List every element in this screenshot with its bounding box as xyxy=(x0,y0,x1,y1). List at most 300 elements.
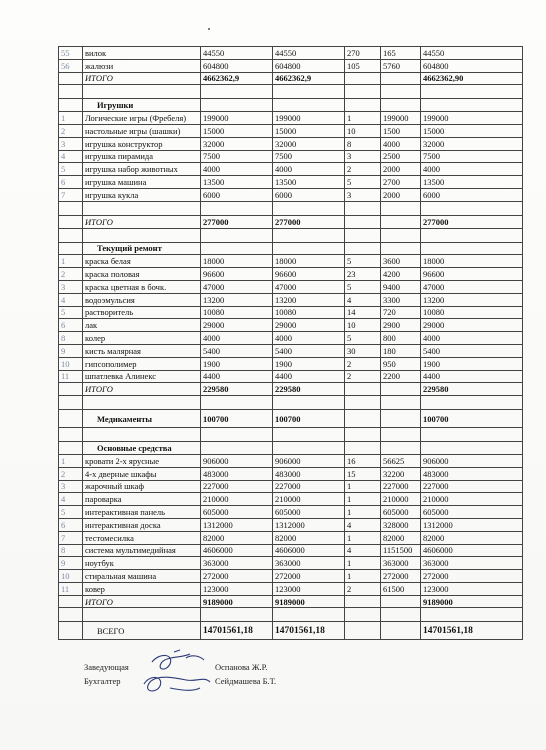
amount-1-cell: 13500 xyxy=(201,176,273,189)
row-number-cell xyxy=(59,428,83,442)
amount-total-cell: 4000 xyxy=(421,332,523,345)
unit-price-cell: 32200 xyxy=(381,467,421,480)
amount-total-cell: 96600 xyxy=(421,268,523,281)
unit-price-cell xyxy=(381,215,421,228)
amount-2-cell xyxy=(273,442,345,455)
amount-1-cell: 7500 xyxy=(201,150,273,163)
amount-total-cell: 9189000 xyxy=(421,595,523,608)
table-row xyxy=(59,124,523,137)
amount-2-cell xyxy=(273,99,345,112)
table-row xyxy=(59,442,523,455)
amount-1-cell: 483000 xyxy=(201,467,273,480)
amount-2-cell: 272000 xyxy=(273,570,345,583)
amount-1-cell: 277000 xyxy=(201,215,273,228)
quantity-cell xyxy=(345,99,381,112)
quantity-cell: 30 xyxy=(345,344,381,357)
table-row xyxy=(59,480,523,493)
head-name: Оспанова Ж.Р. xyxy=(215,662,268,672)
table-row xyxy=(59,99,523,112)
amount-1-cell: 605000 xyxy=(201,506,273,519)
amount-total-cell: 4606000 xyxy=(421,544,523,557)
table-row xyxy=(59,493,523,506)
quantity-cell: 8 xyxy=(345,137,381,150)
unit-price-cell: 227000 xyxy=(381,480,421,493)
amount-1-cell: 363000 xyxy=(201,557,273,570)
quantity-cell: 4 xyxy=(345,544,381,557)
unit-price-cell xyxy=(381,228,421,242)
table-body xyxy=(59,47,523,640)
amount-total-cell: 4400 xyxy=(421,370,523,383)
quantity-cell: 2 xyxy=(345,163,381,176)
amount-2-cell: 1900 xyxy=(273,357,345,370)
table-row xyxy=(59,201,523,215)
amount-1-cell: 100700 xyxy=(201,410,273,428)
unit-price-cell: 180 xyxy=(381,344,421,357)
amount-2-cell xyxy=(273,428,345,442)
table-row xyxy=(59,59,523,72)
accountant-label: Бухгалтер xyxy=(84,676,121,686)
row-number-cell: 9 xyxy=(59,344,83,357)
quantity-cell: 105 xyxy=(345,59,381,72)
amount-total-cell: 15000 xyxy=(421,124,523,137)
row-number-cell xyxy=(59,85,83,99)
unit-price-cell: 9400 xyxy=(381,280,421,293)
amount-2-cell: 4662362,9 xyxy=(273,72,345,85)
table-row xyxy=(59,428,523,442)
quantity-cell xyxy=(345,442,381,455)
quantity-cell: 10 xyxy=(345,319,381,332)
quantity-cell xyxy=(345,242,381,255)
table-row xyxy=(59,228,523,242)
amount-1-cell: 10080 xyxy=(201,306,273,319)
amount-total-cell: 199000 xyxy=(421,112,523,125)
item-name-cell: ковер xyxy=(83,582,201,595)
amount-total-cell: 210000 xyxy=(421,493,523,506)
amount-total-cell xyxy=(421,242,523,255)
amount-1-cell: 44550 xyxy=(201,47,273,60)
unit-price-cell: 2200 xyxy=(381,370,421,383)
amount-1-cell: 906000 xyxy=(201,454,273,467)
amount-2-cell: 227000 xyxy=(273,480,345,493)
amount-1-cell: 272000 xyxy=(201,570,273,583)
amount-total-cell xyxy=(421,201,523,215)
unit-price-cell: 165 xyxy=(381,47,421,60)
quantity-cell: 1 xyxy=(345,112,381,125)
amount-total-cell: 100700 xyxy=(421,410,523,428)
unit-price-cell: 2500 xyxy=(381,150,421,163)
item-name-cell xyxy=(83,201,201,215)
unit-price-cell: 2700 xyxy=(381,176,421,189)
amount-total-cell: 605000 xyxy=(421,506,523,519)
amount-2-cell: 14701561,18 xyxy=(273,622,345,640)
item-name-cell xyxy=(83,228,201,242)
amount-1-cell xyxy=(201,99,273,112)
item-name-cell: жалюзи xyxy=(83,59,201,72)
row-number-cell: 11 xyxy=(59,582,83,595)
amount-1-cell: 4662362,9 xyxy=(201,72,273,85)
amount-2-cell: 13200 xyxy=(273,293,345,306)
amount-2-cell: 123000 xyxy=(273,582,345,595)
quantity-cell: 3 xyxy=(345,188,381,201)
scan-speck xyxy=(208,28,210,30)
item-name-cell xyxy=(83,85,201,99)
amount-2-cell xyxy=(273,396,345,410)
item-name-cell: игрушка конструктор xyxy=(83,137,201,150)
table-row xyxy=(59,383,523,396)
table-row xyxy=(59,582,523,595)
row-number-cell: 4 xyxy=(59,150,83,163)
table-row xyxy=(59,268,523,281)
amount-total-cell: 32000 xyxy=(421,137,523,150)
amount-2-cell: 29000 xyxy=(273,319,345,332)
item-name-cell: Текущий ремонт xyxy=(83,242,201,255)
amount-2-cell: 4000 xyxy=(273,332,345,345)
item-name-cell: тестомесилка xyxy=(83,531,201,544)
row-number-cell: 3 xyxy=(59,480,83,493)
amount-total-cell: 29000 xyxy=(421,319,523,332)
unit-price-cell xyxy=(381,383,421,396)
table-row xyxy=(59,306,523,319)
amount-1-cell xyxy=(201,396,273,410)
amount-1-cell xyxy=(201,442,273,455)
item-name-cell: игрушка набор животных xyxy=(83,163,201,176)
quantity-cell: 1 xyxy=(345,570,381,583)
amount-1-cell: 96600 xyxy=(201,268,273,281)
row-number-cell xyxy=(59,595,83,608)
item-name-cell: Медикаменты xyxy=(83,410,201,428)
quantity-cell xyxy=(345,608,381,622)
amount-1-cell: 32000 xyxy=(201,137,273,150)
row-number-cell: 2 xyxy=(59,268,83,281)
row-number-cell xyxy=(59,72,83,85)
quantity-cell: 1 xyxy=(345,493,381,506)
amount-2-cell: 229580 xyxy=(273,383,345,396)
item-name-cell: система мультимедийная xyxy=(83,544,201,557)
unit-price-cell xyxy=(381,442,421,455)
table-row xyxy=(59,608,523,622)
item-name-cell: игрушка машина xyxy=(83,176,201,189)
amount-1-cell: 9189000 xyxy=(201,595,273,608)
amount-1-cell: 4606000 xyxy=(201,544,273,557)
amount-total-cell: 363000 xyxy=(421,557,523,570)
amount-total-cell: 1900 xyxy=(421,357,523,370)
amount-total-cell: 227000 xyxy=(421,480,523,493)
amount-2-cell: 199000 xyxy=(273,112,345,125)
unit-price-cell: 1151500 xyxy=(381,544,421,557)
table-row xyxy=(59,467,523,480)
unit-price-cell xyxy=(381,85,421,99)
row-number-cell: 4 xyxy=(59,493,83,506)
amount-total-cell: 5400 xyxy=(421,344,523,357)
amount-total-cell: 82000 xyxy=(421,531,523,544)
amount-1-cell xyxy=(201,242,273,255)
amount-1-cell: 5400 xyxy=(201,344,273,357)
quantity-cell: 5 xyxy=(345,255,381,268)
row-number-cell: 5 xyxy=(59,506,83,519)
row-number-cell: 5 xyxy=(59,163,83,176)
table-row xyxy=(59,518,523,531)
row-number-cell: 4 xyxy=(59,293,83,306)
quantity-cell xyxy=(345,85,381,99)
amount-total-cell: 483000 xyxy=(421,467,523,480)
quantity-cell xyxy=(345,383,381,396)
amount-total-cell xyxy=(421,228,523,242)
item-name-cell: игрушка пирамида xyxy=(83,150,201,163)
item-name-cell: ИТОГО xyxy=(83,383,201,396)
row-number-cell: 5 xyxy=(59,306,83,319)
amount-2-cell xyxy=(273,242,345,255)
item-name-cell: Игрушки xyxy=(83,99,201,112)
quantity-cell: 1 xyxy=(345,531,381,544)
item-name-cell: игрушка кукла xyxy=(83,188,201,201)
item-name-cell: интерактивная доска xyxy=(83,518,201,531)
quantity-cell: 14 xyxy=(345,306,381,319)
table-row xyxy=(59,255,523,268)
item-name-cell: шпатлевка Алинекс xyxy=(83,370,201,383)
amount-total-cell: 604800 xyxy=(421,59,523,72)
amount-2-cell: 604800 xyxy=(273,59,345,72)
amount-total-cell xyxy=(421,442,523,455)
unit-price-cell: 4000 xyxy=(381,137,421,150)
quantity-cell: 1 xyxy=(345,557,381,570)
amount-total-cell: 229580 xyxy=(421,383,523,396)
amount-2-cell: 4606000 xyxy=(273,544,345,557)
item-name-cell: ИТОГО xyxy=(83,72,201,85)
table-row xyxy=(59,163,523,176)
row-number-cell: 9 xyxy=(59,557,83,570)
item-name-cell: лак xyxy=(83,319,201,332)
unit-price-cell: 720 xyxy=(381,306,421,319)
row-number-cell xyxy=(59,622,83,640)
row-number-cell: 1 xyxy=(59,112,83,125)
unit-price-cell xyxy=(381,608,421,622)
unit-price-cell: 199000 xyxy=(381,112,421,125)
amount-2-cell: 96600 xyxy=(273,268,345,281)
table-row xyxy=(59,215,523,228)
amount-total-cell: 18000 xyxy=(421,255,523,268)
unit-price-cell: 2900 xyxy=(381,319,421,332)
item-name-cell: ВСЕГО xyxy=(83,622,201,640)
amount-total-cell: 277000 xyxy=(421,215,523,228)
row-number-cell xyxy=(59,215,83,228)
item-name-cell: водоэмульсия xyxy=(83,293,201,306)
amount-total-cell: 272000 xyxy=(421,570,523,583)
quantity-cell xyxy=(345,622,381,640)
row-number-cell: 11 xyxy=(59,370,83,383)
table-row xyxy=(59,344,523,357)
quantity-cell: 1 xyxy=(345,506,381,519)
table-row xyxy=(59,293,523,306)
table-row xyxy=(59,112,523,125)
quantity-cell xyxy=(345,428,381,442)
amount-1-cell: 13200 xyxy=(201,293,273,306)
quantity-cell: 2 xyxy=(345,370,381,383)
table-row xyxy=(59,188,523,201)
amount-2-cell: 15000 xyxy=(273,124,345,137)
amount-1-cell: 227000 xyxy=(201,480,273,493)
row-number-cell: 7 xyxy=(59,188,83,201)
amount-2-cell: 5400 xyxy=(273,344,345,357)
amount-total-cell: 906000 xyxy=(421,454,523,467)
unit-price-cell: 363000 xyxy=(381,557,421,570)
unit-price-cell xyxy=(381,428,421,442)
table-row xyxy=(59,570,523,583)
table-row xyxy=(59,242,523,255)
amount-1-cell xyxy=(201,201,273,215)
amount-total-cell: 4000 xyxy=(421,163,523,176)
item-name-cell: колер xyxy=(83,332,201,345)
amount-2-cell: 82000 xyxy=(273,531,345,544)
row-number-cell: 6 xyxy=(59,518,83,531)
amount-2-cell: 10080 xyxy=(273,306,345,319)
amount-2-cell: 363000 xyxy=(273,557,345,570)
table-row xyxy=(59,319,523,332)
amount-2-cell xyxy=(273,85,345,99)
unit-price-cell xyxy=(381,622,421,640)
amount-1-cell xyxy=(201,608,273,622)
amount-2-cell: 47000 xyxy=(273,280,345,293)
amount-1-cell: 47000 xyxy=(201,280,273,293)
table-row xyxy=(59,72,523,85)
unit-price-cell: 800 xyxy=(381,332,421,345)
quantity-cell: 4 xyxy=(345,293,381,306)
amount-total-cell: 4662362,90 xyxy=(421,72,523,85)
amount-total-cell: 13500 xyxy=(421,176,523,189)
quantity-cell xyxy=(345,595,381,608)
item-name-cell: интерактивная панель xyxy=(83,506,201,519)
unit-price-cell xyxy=(381,242,421,255)
amount-2-cell: 32000 xyxy=(273,137,345,150)
amount-1-cell xyxy=(201,85,273,99)
amount-1-cell: 1900 xyxy=(201,357,273,370)
unit-price-cell xyxy=(381,99,421,112)
amount-1-cell: 15000 xyxy=(201,124,273,137)
amount-1-cell: 229580 xyxy=(201,383,273,396)
amount-1-cell: 199000 xyxy=(201,112,273,125)
amount-total-cell: 47000 xyxy=(421,280,523,293)
table-row xyxy=(59,357,523,370)
budget-table xyxy=(58,46,523,640)
amount-total-cell: 13200 xyxy=(421,293,523,306)
quantity-cell: 5 xyxy=(345,176,381,189)
table-row xyxy=(59,410,523,428)
table-row xyxy=(59,280,523,293)
amount-total-cell: 7500 xyxy=(421,150,523,163)
unit-price-cell: 328000 xyxy=(381,518,421,531)
amount-1-cell: 14701561,18 xyxy=(201,622,273,640)
unit-price-cell xyxy=(381,72,421,85)
amount-2-cell: 9189000 xyxy=(273,595,345,608)
unit-price-cell: 950 xyxy=(381,357,421,370)
quantity-cell xyxy=(345,410,381,428)
row-number-cell xyxy=(59,442,83,455)
quantity-cell: 5 xyxy=(345,332,381,345)
amount-2-cell: 483000 xyxy=(273,467,345,480)
row-number-cell xyxy=(59,228,83,242)
amount-total-cell xyxy=(421,608,523,622)
amount-total-cell: 44550 xyxy=(421,47,523,60)
quantity-cell: 2 xyxy=(345,357,381,370)
unit-price-cell: 56625 xyxy=(381,454,421,467)
amount-2-cell: 7500 xyxy=(273,150,345,163)
item-name-cell: гипсополимер xyxy=(83,357,201,370)
handwritten-signature xyxy=(130,648,220,698)
quantity-cell: 4 xyxy=(345,518,381,531)
row-number-cell: 8 xyxy=(59,544,83,557)
table-row xyxy=(59,370,523,383)
item-name-cell: пароварка xyxy=(83,493,201,506)
unit-price-cell: 2000 xyxy=(381,188,421,201)
unit-price-cell: 1500 xyxy=(381,124,421,137)
amount-total-cell: 1312000 xyxy=(421,518,523,531)
amount-2-cell xyxy=(273,608,345,622)
item-name-cell: настольные игры (шашки) xyxy=(83,124,201,137)
row-number-cell xyxy=(59,383,83,396)
amount-total-cell xyxy=(421,428,523,442)
item-name-cell: краска белая xyxy=(83,255,201,268)
amount-total-cell: 123000 xyxy=(421,582,523,595)
amount-1-cell: 82000 xyxy=(201,531,273,544)
row-number-cell xyxy=(59,242,83,255)
row-number-cell: 3 xyxy=(59,280,83,293)
quantity-cell xyxy=(345,228,381,242)
amount-total-cell: 6000 xyxy=(421,188,523,201)
amount-1-cell: 1312000 xyxy=(201,518,273,531)
quantity-cell xyxy=(345,201,381,215)
row-number-cell xyxy=(59,99,83,112)
amount-1-cell: 6000 xyxy=(201,188,273,201)
table-row xyxy=(59,47,523,60)
table-row xyxy=(59,85,523,99)
unit-price-cell: 3300 xyxy=(381,293,421,306)
table-row xyxy=(59,595,523,608)
row-number-cell: 56 xyxy=(59,59,83,72)
table-row xyxy=(59,531,523,544)
item-name-cell: ИТОГО xyxy=(83,595,201,608)
row-number-cell: 1 xyxy=(59,454,83,467)
item-name-cell: вилок xyxy=(83,47,201,60)
amount-2-cell: 4400 xyxy=(273,370,345,383)
table-row xyxy=(59,557,523,570)
row-number-cell xyxy=(59,201,83,215)
amount-2-cell: 13500 xyxy=(273,176,345,189)
amount-2-cell: 605000 xyxy=(273,506,345,519)
amount-2-cell: 210000 xyxy=(273,493,345,506)
unit-price-cell: 82000 xyxy=(381,531,421,544)
row-number-cell: 55 xyxy=(59,47,83,60)
item-name-cell: кисть малярная xyxy=(83,344,201,357)
row-number-cell: 10 xyxy=(59,570,83,583)
item-name-cell xyxy=(83,428,201,442)
item-name-cell: краска цветная в бочк. xyxy=(83,280,201,293)
item-name-cell: ноутбук xyxy=(83,557,201,570)
amount-1-cell xyxy=(201,228,273,242)
quantity-cell: 270 xyxy=(345,47,381,60)
table-row xyxy=(59,506,523,519)
row-number-cell xyxy=(59,410,83,428)
item-name-cell: кровати 2-х ярусные xyxy=(83,454,201,467)
item-name-cell: Основные средства xyxy=(83,442,201,455)
accountant-name: Сейдмашева Б.Т. xyxy=(215,676,277,686)
unit-price-cell: 210000 xyxy=(381,493,421,506)
amount-2-cell: 44550 xyxy=(273,47,345,60)
amount-2-cell: 18000 xyxy=(273,255,345,268)
quantity-cell: 3 xyxy=(345,150,381,163)
quantity-cell: 23 xyxy=(345,268,381,281)
quantity-cell: 10 xyxy=(345,124,381,137)
amount-2-cell xyxy=(273,228,345,242)
unit-price-cell: 5760 xyxy=(381,59,421,72)
